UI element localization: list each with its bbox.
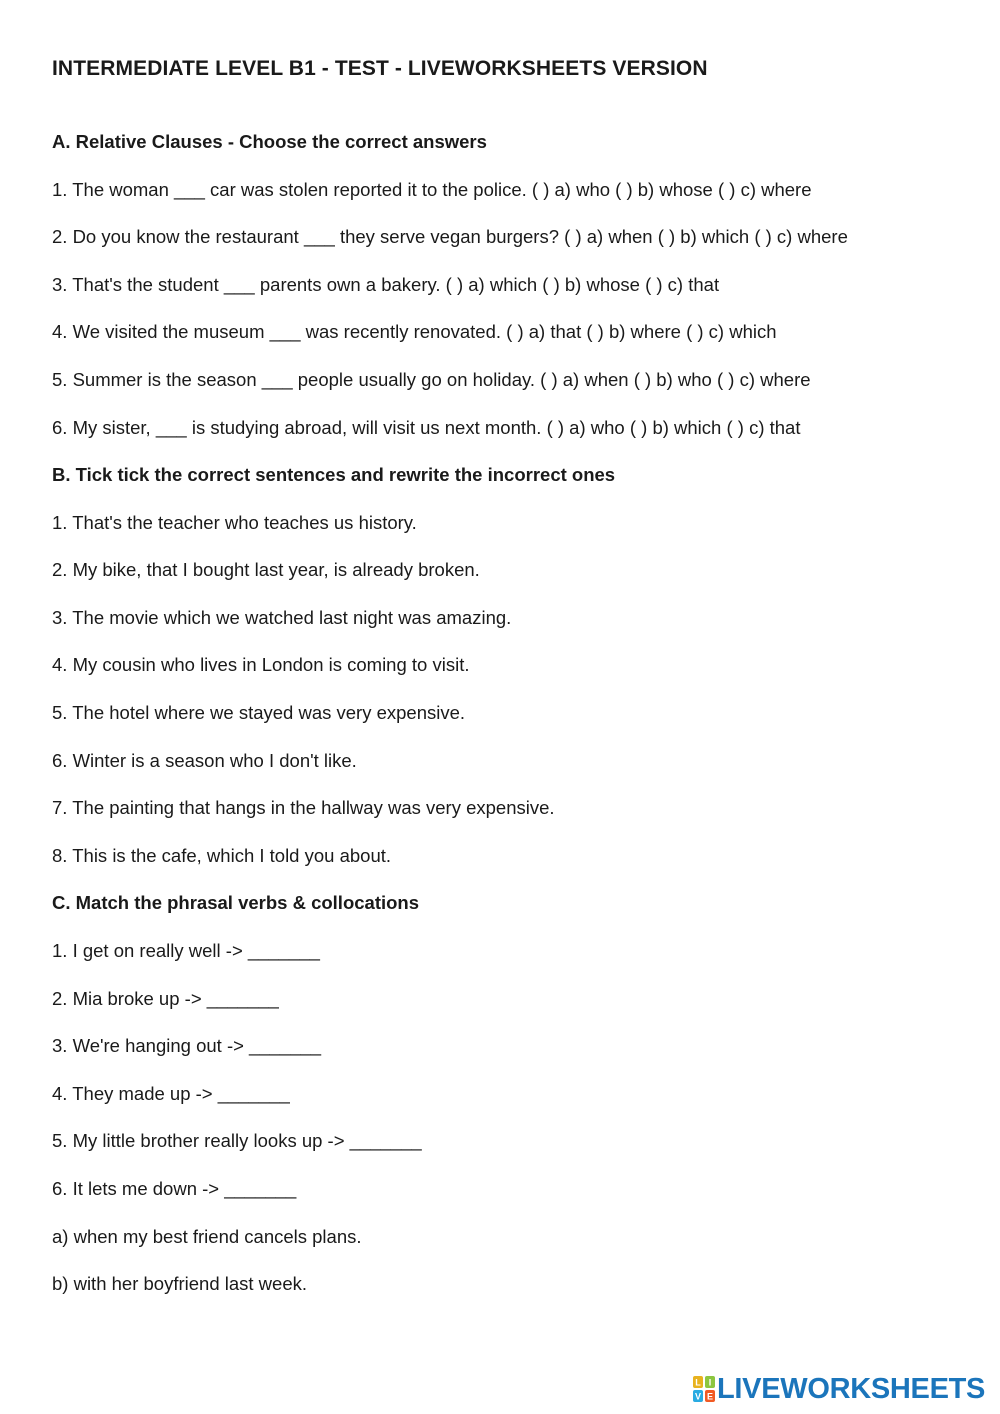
liveworksheets-logo-text: LIVEWORKSHEETS xyxy=(717,1373,986,1405)
section-c-item: 2. Mia broke up -> _______ xyxy=(52,988,279,1009)
section-a-heading: A. Relative Clauses - Choose the correct answers xyxy=(52,131,487,152)
section-b-sentence: 7. The painting that hangs in the hallway was very expensive. xyxy=(52,797,555,818)
section-c-heading: C. Match the phrasal verbs & collocations xyxy=(52,892,420,913)
liveworksheets-logo xyxy=(693,1374,985,1404)
section-c-option: a) when my best friend cancels plans. xyxy=(52,1226,362,1247)
svg-text:V: V xyxy=(694,1391,702,1402)
section-c-option: b) with her boyfriend last week. xyxy=(52,1273,308,1294)
section-c-item: 6. It lets me down -> _______ xyxy=(52,1178,297,1199)
section-c-item: 5. My little brother really looks up -> _______ xyxy=(52,1130,422,1151)
section-b-sentence: 5. The hotel where we stayed was very expensive. xyxy=(52,702,466,723)
section-b-sentence: 4. My cousin who lives in London is coming to visit. xyxy=(52,654,470,675)
section-a-question: 2. Do you know the restaurant ___ they serve vegan burgers? ( ) a) when ( ) b) which ( ) c) where xyxy=(52,226,848,247)
section-b-heading: B. Tick tick the correct sentences and rewrite the incorrect ones xyxy=(52,464,616,485)
svg-text:L: L xyxy=(695,1377,701,1388)
section-b-sentence: 3. The movie which we watched last night was amazing. xyxy=(52,607,512,628)
svg-text:E: E xyxy=(706,1391,714,1402)
section-c-item: 3. We're hanging out -> _______ xyxy=(52,1035,322,1056)
page-title: INTERMEDIATE LEVEL B1 - TEST - LIVEWORKSHEETS VERSION xyxy=(52,57,708,80)
section-a-question: 1. The woman ___ car was stolen reported it to the police. ( ) a) who ( ) b) whose ( ) c) where xyxy=(52,179,812,200)
section-b-sentence: 2. My bike, that I bought last year, is already broken. xyxy=(52,559,480,580)
section-b-sentence: 6. Winter is a season who I don't like. xyxy=(52,750,357,771)
section-a-question: 3. That's the student ___ parents own a bakery. ( ) a) which ( ) b) whose ( ) c) that xyxy=(52,274,720,295)
svg-text:I: I xyxy=(708,1377,712,1388)
section-a-question: 4. We visited the museum ___ was recently renovated. ( ) a) that ( ) b) where ( ) c) which xyxy=(52,321,777,342)
section-c-item: 4. They made up -> _______ xyxy=(52,1083,290,1104)
section-b-sentence: 1. That's the teacher who teaches us history. xyxy=(52,512,417,533)
section-b-sentence: 8. This is the cafe, which I told you about. xyxy=(52,845,392,866)
section-c-item: 1. I get on really well -> _______ xyxy=(52,940,320,961)
section-a-question: 6. My sister, ___ is studying abroad, will visit us next month. ( ) a) who ( ) b) which ( ) c) that xyxy=(52,417,801,438)
liveworksheets-logo-mark-icon xyxy=(693,1376,715,1402)
section-a-question: 5. Summer is the season ___ people usually go on holiday. ( ) a) when ( ) b) who ( ) c) where xyxy=(52,369,811,390)
